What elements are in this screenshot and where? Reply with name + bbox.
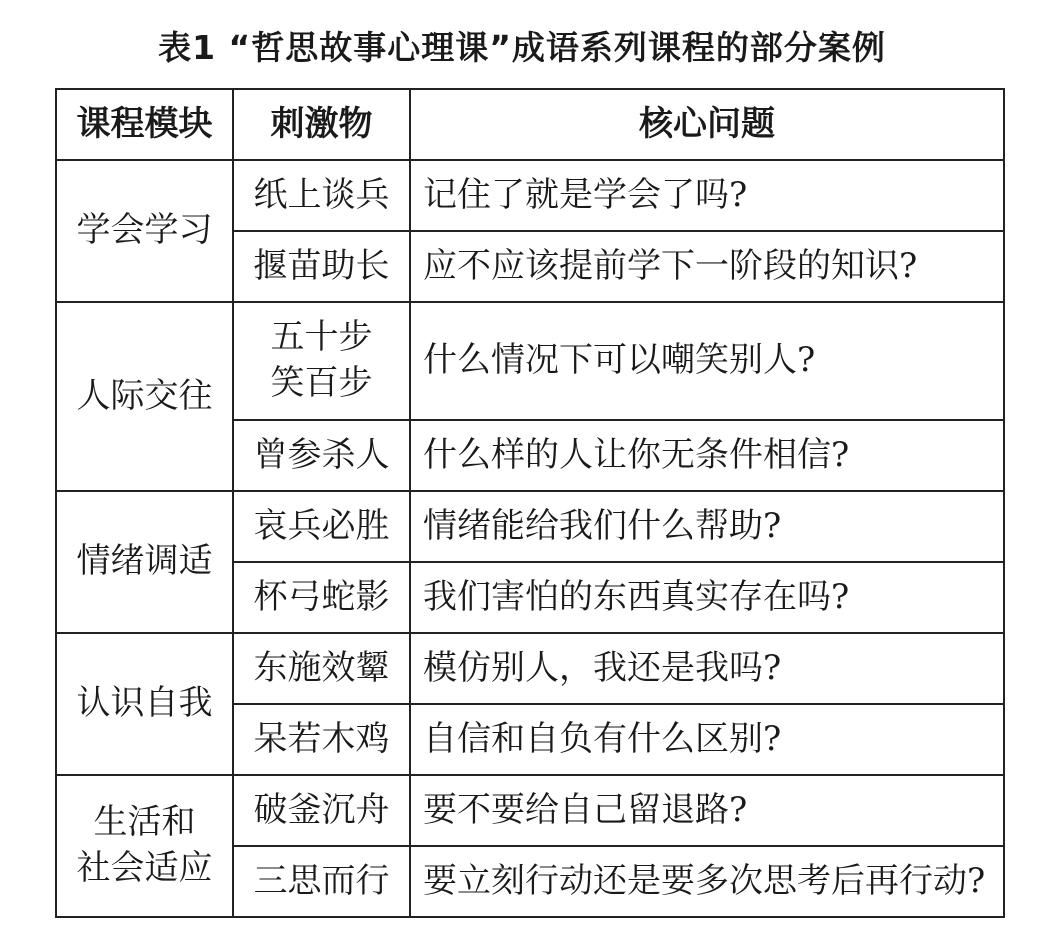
table-title: 表1 “哲思故事心理课”成语系列课程的部分案例 [158,28,886,67]
question-cell: 什么情况下可以嘲笑别人? [410,302,1004,420]
module-cell: 情绪调适 [56,491,233,633]
stimulus-cell: 破釜沉舟 [233,775,410,846]
header-question: 核心问题 [410,89,1004,160]
table-header-row [56,89,1004,160]
question-cell: 要立刻行动还是要多次思考后再行动? [410,846,1004,917]
question-cell: 应不应该提前学下一阶段的知识? [410,231,1004,302]
table-row [56,491,1004,562]
table-row [56,160,1004,231]
table-row [56,302,1004,420]
table-row [56,633,1004,704]
question-cell: 什么样的人让你无条件相信? [410,420,1004,491]
stimulus-cell: 纸上谈兵 [233,160,410,231]
module-cell [56,775,233,917]
question-cell: 自信和自负有什么区别? [410,704,1004,775]
stimulus-cell: 揠苗助长 [233,231,410,302]
module-cell: 人际交往 [56,302,233,491]
stimulus-line: 笑百步 [270,363,373,403]
question-cell: 情绪能给我们什么帮助? [410,491,1004,562]
stimulus-cell [233,302,410,420]
question-cell: 模仿别人，我还是我吗? [410,633,1004,704]
question-cell: 要不要给自己留退路? [410,775,1004,846]
header-stimulus: 刺激物 [233,89,410,160]
course-table [55,88,1005,918]
question-cell: 我们害怕的东西真实存在吗? [410,562,1004,633]
header-module: 课程模块 [56,89,233,160]
module-line: 生活和 [93,802,196,843]
stimulus-cell: 哀兵必胜 [233,491,410,562]
stimulus-cell: 曾参杀人 [233,420,410,491]
stimulus-cell: 三思而行 [233,846,410,917]
question-cell: 记住了就是学会了吗? [410,160,1004,231]
module-cell: 学会学习 [56,160,233,302]
module-cell: 认识自我 [56,633,233,775]
table-row [56,775,1004,846]
stimulus-cell: 呆若木鸡 [233,704,410,775]
stimulus-cell: 东施效颦 [233,633,410,704]
stimulus-cell: 杯弓蛇影 [233,562,410,633]
module-line: 社会适应 [76,848,213,888]
stimulus-line: 五十步 [270,317,373,358]
